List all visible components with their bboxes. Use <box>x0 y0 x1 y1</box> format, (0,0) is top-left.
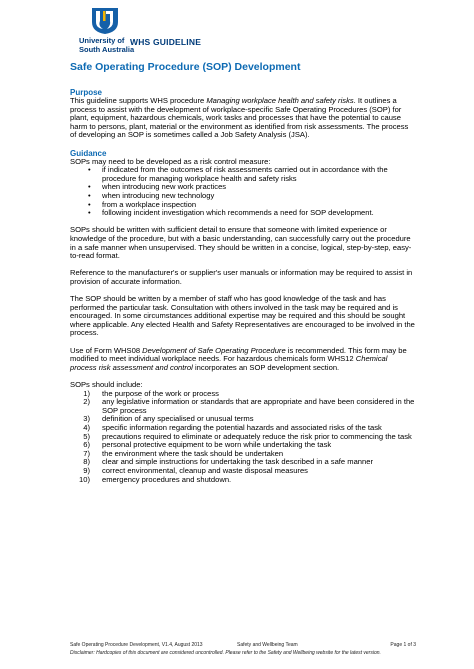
guideline-label: WHS GUIDELINE <box>130 37 202 47</box>
list-item: 10) emergency procedures and shutdown. <box>79 474 232 484</box>
risk-control-list <box>70 166 415 218</box>
list-item: • from a workplace inspection <box>70 201 415 210</box>
reference-paragraph: Reference to the manufacturer's or supplier's user manuals or information may be required to assist in provision of accurate information. <box>70 268 413 286</box>
include-intro: SOPs should include: <box>70 380 143 389</box>
form-name-whs08: Development of Safe Operating Procedure <box>142 345 286 355</box>
list-item: • when introducing new work practices <box>70 183 415 192</box>
list-item: 3) definition of any specialised or unusual terms <box>83 414 254 424</box>
procedure-name: Managing workplace health and safety risks <box>206 96 354 105</box>
list-item: 9) correct environmental, cleanup and waste disposal measures <box>83 465 308 475</box>
page-title: Safe Operating Procedure (SOP) Development <box>70 61 301 73</box>
detail-paragraph: SOPs should be written with sufficient detail to ensure that someone with limited experience or knowledge of the procedure, but with a basic understanding, can successfully carry out the procedure in a safe manner when unsupervised. They should be written in a concise, logical, step-by-step, easy-to-read format. <box>70 225 412 261</box>
form-paragraph: Use of Form WHS08 Development of Safe Operating Procedure is recommended. This form may be modified to meet individual workplace needs. For hazardous chemicals form WHS12 Chemical process risk assessment and control incorporates an SOP development section. <box>70 345 407 372</box>
guidance-intro: SOPs may need to be developed as a risk control measure: <box>70 156 271 166</box>
purpose-text: This guideline supports WHS procedure Managing workplace health and safety risks. It outlines a process to assist with the development of workplace-specific Safe Operating Procedures (SOP) for plant, equipment, hazardous chemicals, work tasks and processes that have the potential to cause harm to persons, plant, material or the environment as identified from risk assessments. The process of developing an SOP is sometimes called a Job Safety Analysis (JSA). <box>70 96 409 140</box>
guidance-heading: Guidance <box>70 148 107 158</box>
list-item: 7) the environment where the task should be undertaken <box>83 448 284 458</box>
include-list <box>70 390 415 485</box>
document-body <box>70 88 415 484</box>
list-item: • when introducing new technology <box>70 192 415 201</box>
list-item: 1) the purpose of the work or process <box>83 388 219 398</box>
list-item: 8) clear and simple instructions for undertaking the task described in a safe manner <box>83 457 373 467</box>
footer-page-number: Page 1 of 3 <box>390 642 416 648</box>
unisa-shield-icon <box>90 8 120 34</box>
list-item: 4) specific information regarding the potential hazards and associated risks of the task <box>83 422 382 432</box>
list-item: • if indicated from the outcomes of risk assessments carried out in accordance with the procedure for managing workplace health and safety risks <box>70 166 415 183</box>
page-footer <box>70 641 416 657</box>
list-item: 2) any legislative information or standards that are appropriate and have been considered in the SOP process <box>83 397 415 415</box>
university-name <box>79 37 134 54</box>
purpose-heading: Purpose <box>70 88 103 97</box>
university-line1: University of <box>79 36 125 45</box>
form-name-whs12: Chemical process risk assessment and control <box>70 354 388 372</box>
footer-team: Safety and Wellbeing Team <box>237 642 298 648</box>
author-paragraph: The SOP should be written by a member of staff who has good knowledge of the task and has performed the particular task. Consultation with others involved in the task may be required and is encouraged. In some circumstances additional expertise may be required and this should be sought where applicable. Any elected Health and Safety Representatives are encouraged to be involved in the process. <box>70 294 415 338</box>
university-line2: South Australia <box>79 44 135 54</box>
list-item: 6) personal protective equipment to be worn while undertaking the task <box>83 440 332 450</box>
footer-disclaimer: Disclaimer: Hardcopies of this document are considered uncontrolled. Please refer to the Safety and Wellbeing website for the latest version. <box>70 650 381 656</box>
list-item: • following incident investigation which recommends a need for SOP development. <box>70 209 415 218</box>
list-item: 5) precautions required to eliminate or adequately reduce the risk prior to commencing the task <box>83 431 412 441</box>
footer-doc-info: Safe Operating Procedure Development, V1.4, August 2013 <box>70 642 203 648</box>
